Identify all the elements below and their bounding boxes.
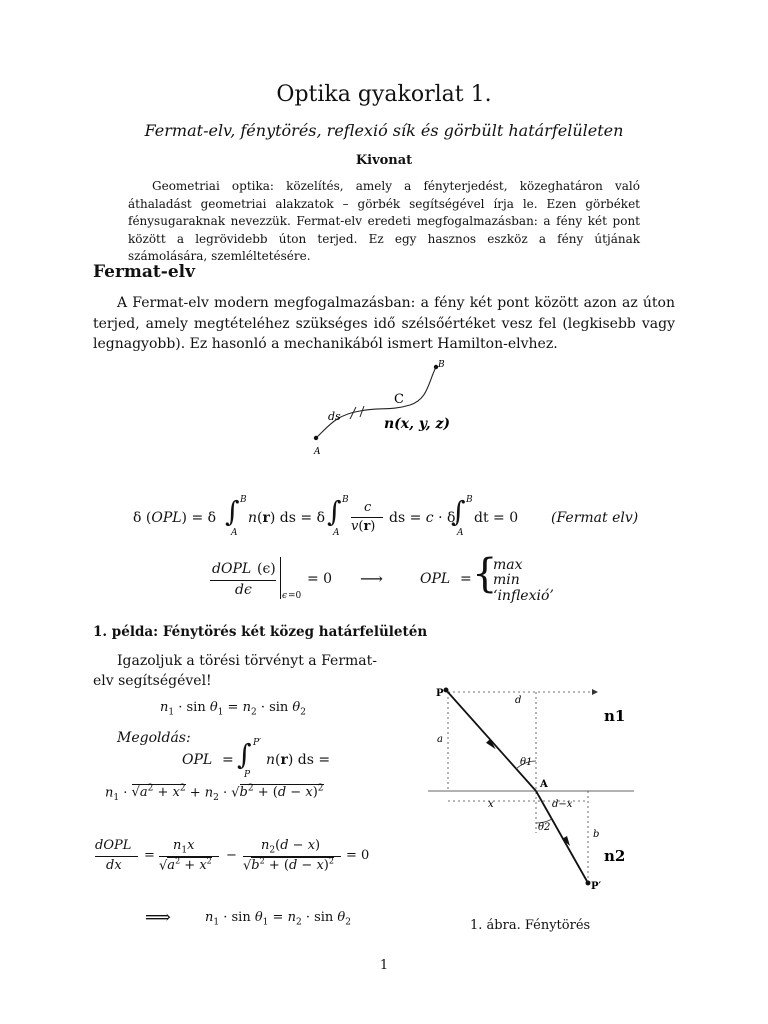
label-d: d <box>515 695 522 706</box>
point-p <box>444 688 449 693</box>
opl-condition-equation: dOPL (ϵ) dϵ ϵ =0 = 0 ⟶ OPL = { max min ‘inflexió’ <box>212 551 554 604</box>
example1-intro-text: Igazoljuk a törési törvényt a Fermat-elv segítségével! <box>93 653 377 689</box>
d-arrowhead <box>592 689 598 695</box>
snell-law: $n_1 \cdot \sin \theta_1 = n_2 \cdot \sin \theta_2$ <box>160 700 306 718</box>
abstract-heading: Kivonat <box>355 153 413 168</box>
snell-law-result: $n_1 \cdot \sin \theta_1 = n_2 \cdot \sin \theta_2$ <box>205 910 351 928</box>
label-theta2: θ2 <box>538 822 551 833</box>
label-d-minus-x: d−x <box>552 799 573 810</box>
opl-integral: OPL = ∫ P′ P n(r) ds = <box>182 738 331 780</box>
solution-label: Megoldás: <box>117 730 191 746</box>
label-theta1: θ1 <box>520 757 533 768</box>
label-x: x <box>488 799 494 810</box>
fermat-equation: δ (OPL) = δ ∫ B A n(r) ds = δ ∫ B A c v(r) ds = c · δ ∫ B A dt = 0 (Fermat elv) <box>133 495 639 538</box>
label-a-len: a <box>437 734 443 745</box>
example1-intro <box>93 651 393 691</box>
page-subtitle: Fermat-elv, fénytörés, reflexió sík és görbült határfelületen <box>144 121 624 140</box>
label-b: B <box>438 360 445 370</box>
label-p: P <box>436 688 444 699</box>
label-b-len: b <box>593 829 600 840</box>
label-n1: n1 <box>604 707 626 725</box>
figure-caption: 1. ábra. Fénytörés <box>470 918 591 933</box>
page-title: Optika gyakorlat 1. <box>276 82 492 107</box>
label-n2: n2 <box>604 847 626 865</box>
label-c: C <box>394 392 404 407</box>
fermat-label: (Fermat elv) <box>551 510 639 526</box>
page-number: 1 <box>379 958 389 973</box>
refraction-figure <box>428 683 634 891</box>
implies-arrow: ⟹ <box>145 907 171 928</box>
case-min: min <box>493 572 520 588</box>
fermat-paragraph-text: A Fermat-elv modern megfogalmazásban: a fény két pont között azon az úton terjed, amely megtételéhez szükséges idő szélsőértéket vesz fel (legkisebb vagy legnagyobb). Ez hasonló a mechanikából ismert Hamilton-elvhez. <box>93 295 675 352</box>
abstract-body: Geometriai optika: közelítés, amely a fényterjedést, közeghatáron való áthaladást geometriai alakzatok – görbék segítségével írja le. Ezen görbéket fénysugaraknak nevezzük. Fermat-elv eredeti megfogalmazásban: a fény két pont között a legrövidebb úton terjed. Ez egy hasznos eszköz a fény útjának számolására, szemléltetésére. <box>128 179 640 263</box>
abstract-text <box>128 178 640 266</box>
section-heading-fermat: Fermat-elv <box>93 262 195 282</box>
opl-expression: $n_1 \cdot √a^2 + x^2 + n_2 \cdot √b^2 + (d - x)^2$ <box>105 784 324 803</box>
derivative-equation: dOPL dx = $n_1x$ $√a^2 + x^2$ − $n_2(d - x)$ $√b^2 + (d - x)^2$ = 0 <box>95 838 370 874</box>
case-max: max <box>493 557 523 573</box>
example1-heading: 1. példa: Fénytörés két közeg határfelületén <box>93 624 428 640</box>
label-ds: ds <box>328 410 341 423</box>
label-a-point: A <box>540 779 548 790</box>
case-inflexio: ‘inflexió’ <box>493 588 554 604</box>
label-n: n(x, y, z) <box>384 416 451 432</box>
label-p-prime: P′ <box>591 881 602 891</box>
point-a <box>314 436 318 440</box>
fermat-path-figure <box>300 355 470 460</box>
fermat-paragraph <box>93 293 675 355</box>
point-p-prime <box>586 881 591 886</box>
label-a: A <box>314 447 321 457</box>
ds-tick-2 <box>360 406 364 417</box>
